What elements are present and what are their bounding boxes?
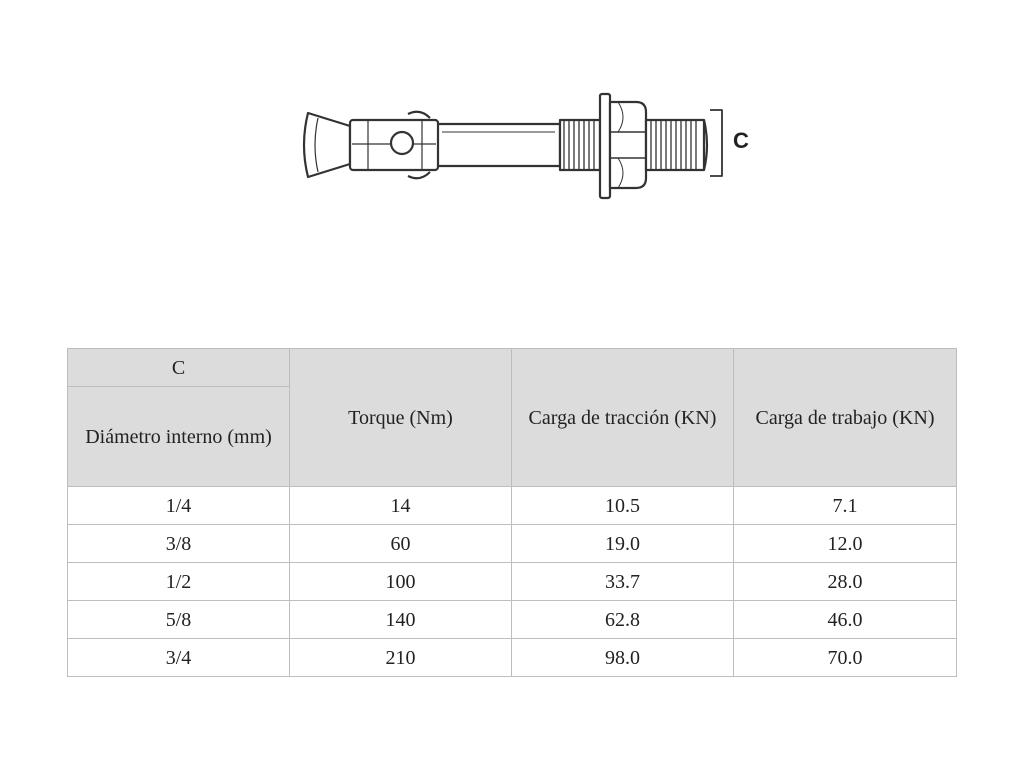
cell-tensile: 33.7 bbox=[512, 563, 734, 601]
cell-tensile: 98.0 bbox=[512, 639, 734, 677]
wedge-anchor-illustration bbox=[290, 80, 760, 210]
cell-tensile: 19.0 bbox=[512, 525, 734, 563]
dimension-c-label: C bbox=[733, 128, 749, 153]
cell-torque: 210 bbox=[290, 639, 512, 677]
header-internal-diameter: Diámetro interno (mm) bbox=[68, 387, 290, 487]
cell-working: 46.0 bbox=[734, 601, 957, 639]
header-c: C bbox=[68, 349, 290, 387]
header-working-load: Carga de trabajo (KN) bbox=[734, 349, 957, 487]
cell-diameter: 3/8 bbox=[68, 525, 290, 563]
cell-working: 12.0 bbox=[734, 525, 957, 563]
cell-working: 70.0 bbox=[734, 639, 957, 677]
cell-working: 7.1 bbox=[734, 487, 957, 525]
table-row bbox=[68, 563, 957, 601]
wedge-anchor-drawing bbox=[290, 80, 760, 210]
cell-torque: 14 bbox=[290, 487, 512, 525]
cell-diameter: 3/4 bbox=[68, 639, 290, 677]
cell-diameter: 1/4 bbox=[68, 487, 290, 525]
table-row bbox=[68, 487, 957, 525]
table-row bbox=[68, 639, 957, 677]
cell-diameter: 5/8 bbox=[68, 601, 290, 639]
table-row bbox=[68, 525, 957, 563]
cell-tensile: 10.5 bbox=[512, 487, 734, 525]
anchor-specs-table bbox=[67, 348, 957, 677]
cell-tensile: 62.8 bbox=[512, 601, 734, 639]
header-torque: Torque (Nm) bbox=[290, 349, 512, 487]
cell-diameter: 1/2 bbox=[68, 563, 290, 601]
cell-torque: 100 bbox=[290, 563, 512, 601]
cell-torque: 60 bbox=[290, 525, 512, 563]
header-tensile-load: Carga de tracción (KN) bbox=[512, 349, 734, 487]
cell-working: 28.0 bbox=[734, 563, 957, 601]
cell-torque: 140 bbox=[290, 601, 512, 639]
table-row bbox=[68, 601, 957, 639]
